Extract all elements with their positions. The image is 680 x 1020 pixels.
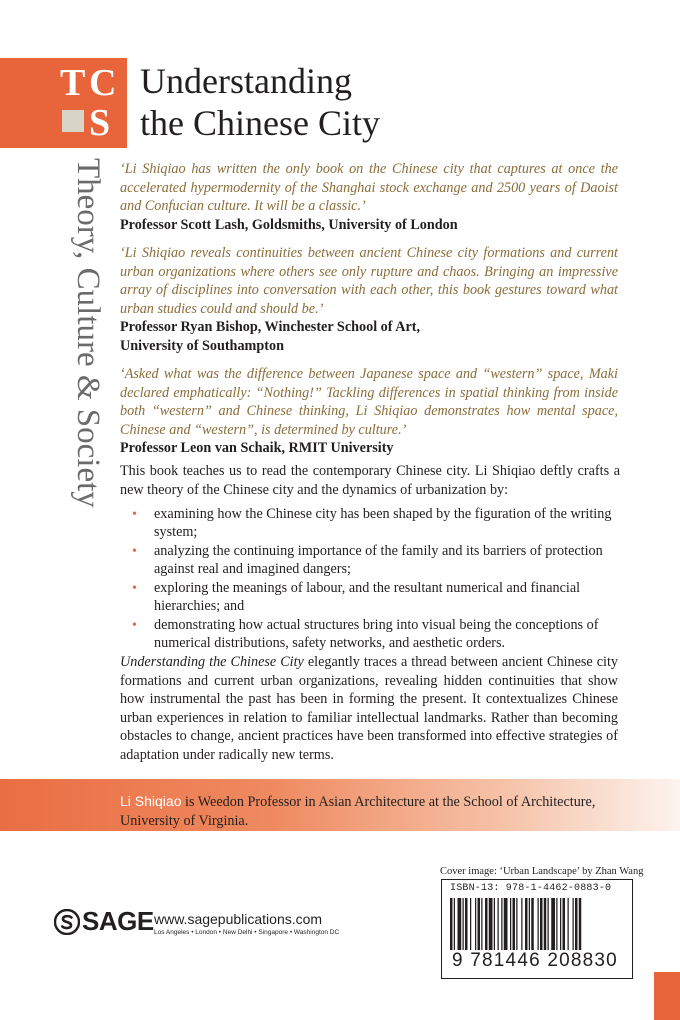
quote-3 (120, 365, 618, 458)
author-bio (120, 792, 630, 830)
description-paragraph (120, 653, 618, 764)
barcode-bar (556, 898, 557, 950)
author-bio-text: is Weedon Professor in Asian Architecture at the School of Architecture, University of Virginia. (120, 794, 596, 829)
bullet-icon: • (132, 544, 137, 560)
quote-1 (120, 160, 618, 234)
barcode-bar (544, 898, 547, 950)
quote-1-author: Professor Scott Lash, Goldsmiths, University of London (120, 216, 458, 233)
barcode-bar (525, 898, 528, 950)
publisher-cities: Los Angeles • London • New Delhi • Singapore • Washington DC (154, 929, 340, 936)
barcode-bar (513, 898, 516, 950)
list-item (132, 506, 618, 542)
logo-letter-s: S (89, 102, 111, 144)
book-title-line-1: Understanding (140, 61, 352, 101)
author-name: Li Shiqiao (120, 793, 182, 809)
corner-accent (654, 972, 680, 1020)
barcode-bar (454, 898, 455, 950)
barcode-bar (494, 898, 495, 950)
description-book-title: Understanding the Chinese City (120, 654, 304, 670)
quote-2-author: Professor Ryan Bishop, Winchester School of Art, University of Southampton (120, 319, 421, 354)
sage-s-icon (54, 909, 80, 935)
bullet-text: exploring the meanings of labour, and the resultant numerical and financial hierarchies; and (154, 580, 581, 614)
book-title-line-2: the Chinese City (140, 103, 380, 143)
barcode-bar (463, 898, 464, 950)
barcode-bar (489, 898, 493, 950)
sage-wordmark: SAGE (82, 906, 154, 936)
description-text: elegantly traces a thread between ancient Chinese city formations and current urban organizations, revealing hidden continuities that show how instrumental the past has been in forming the present. It contextualizes Chinese urban experiences in relation to familiar intellectual landmarks. Rather than becoming obstacles to change, ancient practices have been transformed into effective strategies of adaptation under radically new terms. (120, 654, 618, 763)
barcode-bar (551, 898, 555, 950)
barcode-bar (516, 898, 517, 950)
list-item (132, 543, 618, 579)
barcode-bars (448, 898, 626, 950)
barcode-bar (510, 898, 511, 950)
series-title: Theory, Culture & Society (70, 158, 106, 508)
bullet-text: demonstrating how actual structures bring into visual being the conceptions of numerical distributions, safety networks, and aesthetic orders. (154, 617, 599, 652)
isbn-label: ISBN-13: 978-1-4462-0883-0 (450, 883, 612, 894)
barcode-bar (568, 898, 569, 950)
barcode-bar (538, 898, 539, 950)
barcode-bar (478, 898, 481, 950)
barcode-bar (498, 898, 499, 950)
barcode-bar (563, 898, 566, 950)
sage-logo (54, 906, 154, 937)
intro-paragraph: This book teaches us to read the contemporary Chinese city. Li Shiqiao deftly crafts a new theory of the Chinese city and the dynamics of urbanization by: (120, 463, 620, 498)
barcode-bar (540, 898, 543, 950)
barcode-bar (521, 898, 522, 950)
barcode-bar (579, 898, 582, 950)
quote-1-text: ‘Li Shiqiao has written the only book on the Chinese city that captures at once the accelerated hypermodernity of the Shanghai stock exchange and 2500 years of Daoist and Confucian culture. It will be a classic.’ (120, 161, 618, 214)
bullet-text: examining how the Chinese city has been shaped by the figuration of the writing system; (154, 506, 612, 540)
publisher-url[interactable]: www.sagepublications.com (154, 911, 323, 927)
barcode-bar (470, 898, 471, 950)
list-item (132, 580, 618, 616)
logo-square (62, 110, 84, 132)
isbn-digits: 9 781446 208830 (452, 950, 618, 971)
book-title (140, 60, 380, 144)
bullet-list (132, 506, 618, 654)
bullet-text: analyzing the continuing importance of the family and its barriers of protection against real and imagined dangers; (154, 543, 603, 577)
logo-letter-c: C (89, 62, 117, 104)
barcode-bar (501, 898, 502, 950)
bullet-icon: • (132, 618, 137, 634)
barcode-bar (465, 898, 468, 950)
barcode-bar (475, 898, 476, 950)
series-logo (0, 58, 127, 148)
barcode-bar (458, 898, 462, 950)
barcode-bar (481, 898, 482, 950)
logo-letter-t: T (60, 62, 86, 104)
barcode-bar (548, 898, 549, 950)
bullet-icon: • (132, 507, 137, 522)
barcode-bar (573, 898, 574, 950)
barcode-bar (560, 898, 561, 950)
barcode-bar (504, 898, 508, 950)
list-item (132, 617, 618, 653)
cover-credit: Cover image: ‘Urban Landscape’ by Zhan Wang (440, 866, 644, 877)
quote-3-text: ‘Asked what was the difference between Japanese space and “western” space, Maki declared emphatically: “Nothing!” Tackling differences in spatial thinking from inside both “western” and Chinese thinking, Li Shiqiao demonstrates how mental space, Chinese and “western”, is determined by culture.’ (120, 366, 618, 438)
barcode-bar (450, 898, 453, 950)
barcode-bar (485, 898, 488, 950)
barcode-bar (575, 898, 578, 950)
barcode-bar (529, 898, 530, 950)
barcode-bar (531, 898, 534, 950)
quote-3-author: Professor Leon van Schaik, RMIT University (120, 440, 394, 456)
quote-2 (120, 244, 618, 355)
barcode (441, 879, 633, 979)
quote-2-text: ‘Li Shiqiao reveals continuities between ancient Chinese city formations and current urban organizations where others see only rupture and chaos. Bringing an impressive array of disciplines into conversation with each other, this book gestures toward what urban studies could and should be.’ (120, 245, 618, 317)
bullet-icon: • (132, 581, 137, 597)
